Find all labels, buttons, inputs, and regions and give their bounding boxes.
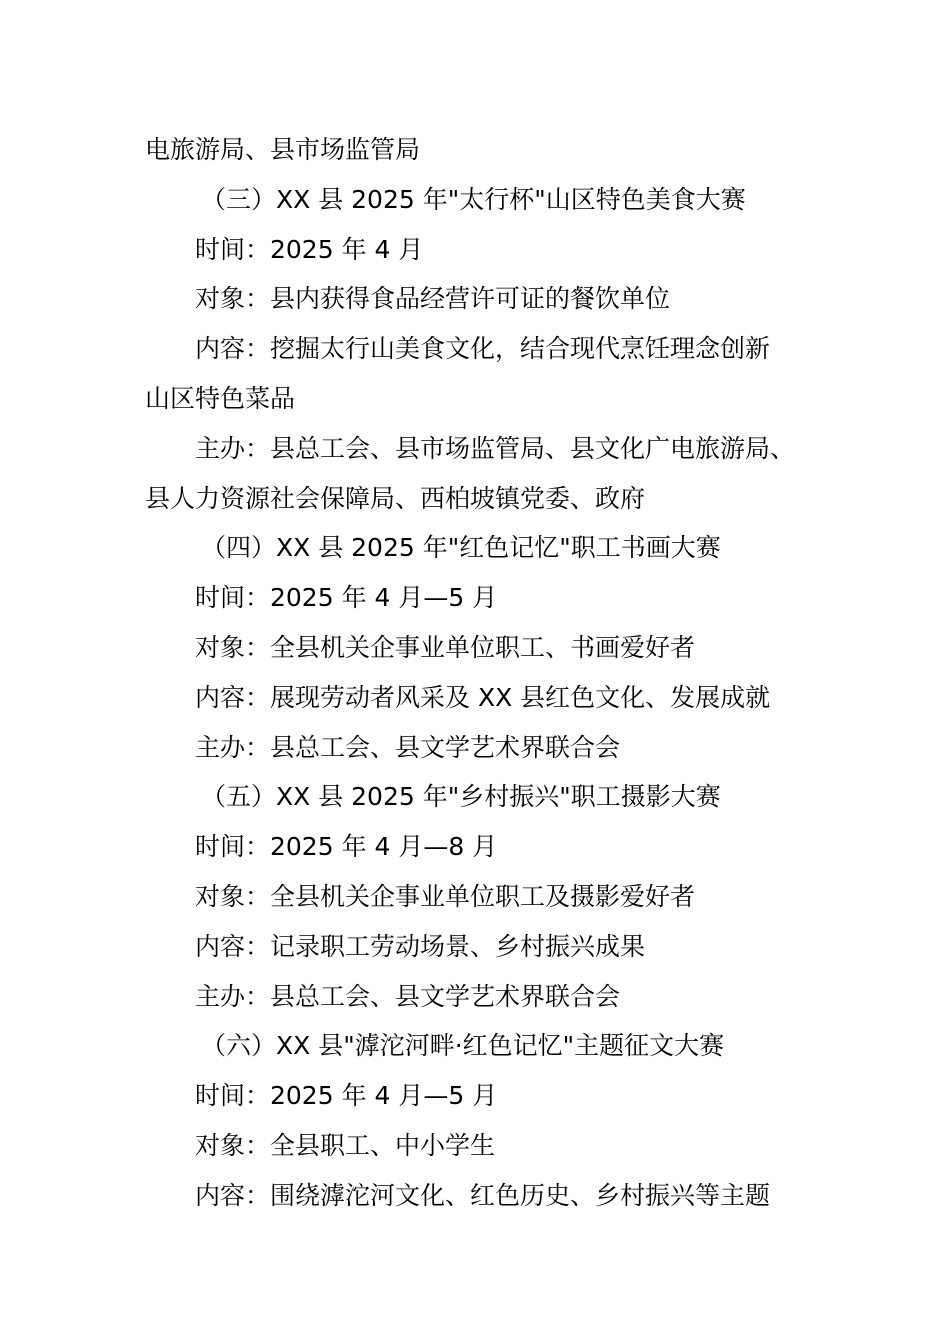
paragraph-line: 主办：县总工会、县文学艺术界联合会 xyxy=(195,732,621,762)
document-body xyxy=(145,125,825,1221)
section-heading: （四）XX 县 2025 年"红色记忆"职工书画大赛 xyxy=(201,533,721,563)
paragraph-line: 内容：展现劳动者风采及 XX 县红色文化、发展成就 xyxy=(195,682,771,712)
paragraph-line: 对象：全县机关企事业单位职工、书画爱好者 xyxy=(195,632,696,662)
paragraph-line: 内容：记录职工劳动场景、乡村振兴成果 xyxy=(195,931,646,961)
paragraph-line: 主办：县总工会、县文学艺术界联合会 xyxy=(195,981,621,1011)
paragraph-line: 山区特色菜品 xyxy=(145,383,296,413)
paragraph-line: 时间：2025 年 4 月—5 月 xyxy=(195,1081,498,1111)
paragraph-line: 内容：围绕滹沱河文化、红色历史、乡村振兴等主题 xyxy=(195,1180,771,1210)
section-heading: （五）XX 县 2025 年"乡村振兴"职工摄影大赛 xyxy=(201,782,721,812)
section-heading: （六）XX 县"滹沱河畔·红色记忆"主题征文大赛 xyxy=(201,1031,725,1061)
paragraph-line: 县人力资源社会保障局、西柏坡镇党委、政府 xyxy=(145,483,646,513)
section-heading: （三）XX 县 2025 年"太行杯"山区特色美食大赛 xyxy=(201,184,746,214)
paragraph-line: 电旅游局、县市场监管局 xyxy=(145,135,421,164)
paragraph-line: 时间：2025 年 4 月—8 月 xyxy=(195,832,498,862)
paragraph-line: 主办：县总工会、县市场监管局、县文化广电旅游局、 xyxy=(195,433,796,463)
paragraph-line: 时间：2025 年 4 月—5 月 xyxy=(195,583,498,613)
paragraph-line: 对象：全县机关企事业单位职工及摄影爱好者 xyxy=(195,881,696,911)
paragraph-line: 时间：2025 年 4 月 xyxy=(195,234,424,264)
paragraph-line: 对象：县内获得食品经营许可证的餐饮单位 xyxy=(195,284,671,314)
paragraph-line: 内容：挖掘太行山美食文化，结合现代烹饪理念创新 xyxy=(195,334,771,364)
paragraph-line: 对象：全县职工、中小学生 xyxy=(195,1130,496,1160)
